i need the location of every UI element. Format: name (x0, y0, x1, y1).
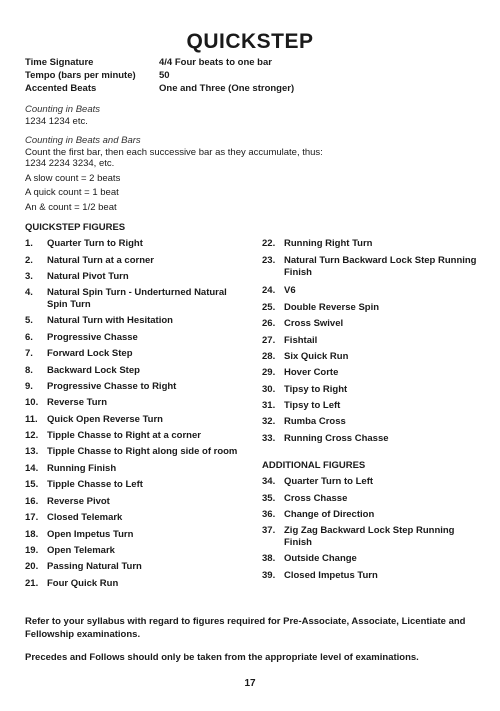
figure-name: Open Telemark (47, 545, 115, 556)
figure-item (262, 318, 479, 330)
figure-name: Backward Lock Step (47, 365, 140, 376)
figure-name: Closed Telemark (47, 512, 123, 523)
figure-item (25, 529, 242, 541)
meta-value: One and Three (One stronger) (159, 83, 295, 94)
figure-number: 21. (25, 578, 39, 589)
figure-number: 8. (25, 365, 33, 376)
figure-name: Cross Swivel (284, 318, 344, 329)
figure-item (25, 578, 242, 590)
figure-name: Running Cross Chasse (284, 433, 389, 444)
figure-item (25, 561, 242, 573)
figure-number: 30. (262, 384, 276, 395)
figure-name: Quick Open Reverse Turn (47, 414, 163, 425)
figure-name: Cross Chasse (284, 493, 348, 504)
figure-item (262, 255, 479, 278)
figure-number: 33. (262, 433, 276, 444)
figure-name: Quarter Turn to Left (284, 476, 374, 487)
figure-name: Progressive Chasse to Right (47, 381, 177, 392)
figure-item (262, 400, 479, 412)
dance-meta (25, 56, 294, 95)
figure-name: Zig Zag Backward Lock Step Running Finish (284, 525, 455, 548)
figure-item (25, 414, 242, 426)
figure-number: 1. (25, 238, 33, 249)
figure-name: Passing Natural Turn (47, 561, 142, 572)
figure-number: 2. (25, 255, 33, 266)
meta-value: 4/4 Four beats to one bar (159, 57, 272, 68)
figure-number: 20. (25, 561, 39, 572)
figure-number: 6. (25, 332, 33, 343)
meta-label: Time Signature (25, 57, 94, 68)
figure-name: Natural Spin Turn - Underturned Natural Spin Turn (47, 287, 227, 310)
figure-name: Tipple Chasse to Right along side of room (47, 446, 238, 457)
figures-heading: QUICKSTEP FIGURES (25, 222, 126, 233)
figure-number: 36. (262, 509, 276, 520)
figure-name: Rumba Cross (284, 416, 346, 427)
meta-label: Accented Beats (25, 83, 97, 94)
quick-count: A quick count = 1 beat (25, 187, 119, 198)
figure-number: 17. (25, 512, 39, 523)
additional-figures-heading: ADDITIONAL FIGURES (262, 460, 366, 471)
figure-item (25, 430, 242, 442)
figure-item (262, 476, 479, 488)
figure-name: Closed Impetus Turn (284, 570, 378, 581)
figure-number: 39. (262, 570, 276, 581)
figure-number: 11. (25, 414, 38, 425)
figure-item (25, 479, 242, 491)
figure-number: 18. (25, 529, 39, 540)
figure-name: Natural Turn with Hesitation (47, 315, 173, 326)
figure-name: Natural Turn Backward Lock Step Running Finish (284, 255, 477, 278)
meta-row-tempo (25, 69, 294, 82)
counting-bars-text: Count the first bar, then each successive bar as they accumulate, thus: (25, 146, 323, 158)
figure-name: Tipsy to Left (284, 400, 341, 411)
precedes-follows-note: Precedes and Follows should only be taken from the appropriate level of examinations. (25, 652, 419, 663)
and-count: An & count = 1/2 beat (25, 201, 117, 213)
figure-number: 38. (262, 553, 276, 564)
figure-item (262, 384, 479, 396)
figure-number: 34. (262, 476, 276, 487)
figure-item (25, 238, 242, 250)
figure-number: 27. (262, 335, 276, 346)
figure-number: 15. (25, 479, 39, 490)
figure-number: 29. (262, 367, 276, 378)
figure-number: 23. (262, 255, 276, 266)
figure-name: Natural Turn at a corner (47, 255, 154, 266)
figure-name: Hover Corte (284, 367, 339, 378)
figure-item (25, 332, 242, 344)
figure-number: 19. (25, 545, 39, 556)
figure-item (262, 285, 479, 297)
figure-item (262, 302, 479, 314)
figure-name: Outside Change (284, 553, 357, 564)
figure-name: Fishtail (284, 335, 318, 346)
figure-item (25, 496, 242, 508)
syllabus-note: Refer to your syllabus with regard to figures required for Pre-Associate, Associate, Licentiate and Fellowship examinations. (25, 616, 466, 640)
figure-name: Tipple Chasse to Right at a corner (47, 430, 201, 441)
figure-item (262, 367, 479, 379)
figure-name: V6 (284, 285, 296, 296)
figure-number: 10. (25, 397, 39, 408)
figure-number: 24. (262, 285, 276, 296)
meta-row-time-signature (25, 56, 294, 69)
counting-bars-example: 1234 2234 3234, etc. (25, 158, 115, 169)
counting-beats-text: 1234 1234 etc. (25, 115, 88, 127)
meta-label: Tempo (bars per minute) (25, 70, 136, 81)
figure-item (262, 570, 479, 582)
figure-item (25, 365, 242, 377)
figure-name: Tipsy to Right (284, 384, 348, 395)
figure-item (25, 545, 242, 557)
figure-item (262, 509, 479, 521)
figure-item (25, 512, 242, 524)
figure-item (262, 553, 479, 565)
figure-item (25, 315, 242, 327)
figure-item (262, 335, 479, 347)
figure-item (25, 381, 242, 393)
figure-number: 25. (262, 302, 276, 313)
figure-item (25, 255, 242, 267)
slow-count: A slow count = 2 beats (25, 172, 121, 184)
figure-item (262, 416, 479, 428)
figure-item (262, 525, 479, 548)
figure-item (25, 397, 242, 409)
counting-beats-heading: Counting in Beats (25, 104, 100, 115)
figure-name: Change of Direction (284, 509, 375, 520)
figure-number: 5. (25, 315, 33, 326)
page-number: 17 (244, 678, 256, 689)
figure-name: Tipple Chasse to Left (47, 479, 143, 490)
figure-item (25, 348, 242, 360)
figure-name: Four Quick Run (47, 578, 119, 589)
figure-item (262, 433, 479, 445)
figure-number: 9. (25, 381, 33, 392)
figure-name: Quarter Turn to Right (47, 238, 143, 249)
meta-value: 50 (159, 70, 170, 81)
counting-section (25, 104, 323, 216)
figure-name: Progressive Chasse (47, 332, 138, 343)
figure-name: Open Impetus Turn (47, 529, 134, 540)
figure-number: 32. (262, 416, 276, 427)
figure-number: 14. (25, 463, 39, 474)
figure-name: Six Quick Run (284, 351, 349, 362)
counting-bars-heading: Counting in Beats and Bars (25, 135, 141, 146)
meta-row-accented-beats (25, 82, 294, 95)
figure-item (262, 351, 479, 363)
figure-item (25, 463, 242, 475)
figure-item (262, 238, 479, 250)
figure-name: Running Finish (47, 463, 117, 474)
figure-name: Reverse Turn (47, 397, 108, 408)
figure-name: Double Reverse Spin (284, 302, 380, 313)
figure-number: 31. (262, 400, 276, 411)
figure-number: 28. (262, 351, 276, 362)
figure-item (262, 493, 479, 505)
figure-number: 12. (25, 430, 39, 441)
page-title: QUICKSTEP (186, 30, 314, 53)
figure-number: 35. (262, 493, 276, 504)
figure-item (25, 287, 242, 310)
figure-number: 7. (25, 348, 33, 359)
figure-number: 13. (25, 446, 39, 457)
figure-name: Forward Lock Step (47, 348, 133, 359)
figure-number: 26. (262, 318, 276, 329)
figure-number: 3. (25, 271, 33, 282)
figure-number: 22. (262, 238, 276, 249)
figure-name: Reverse Pivot (47, 496, 110, 507)
figure-item (25, 446, 242, 458)
figure-name: Running Right Turn (284, 238, 373, 249)
figure-item (25, 271, 242, 283)
figure-number: 37. (262, 525, 276, 536)
figure-name: Natural Pivot Turn (47, 271, 129, 282)
figure-number: 4. (25, 287, 33, 298)
figure-number: 16. (25, 496, 39, 507)
